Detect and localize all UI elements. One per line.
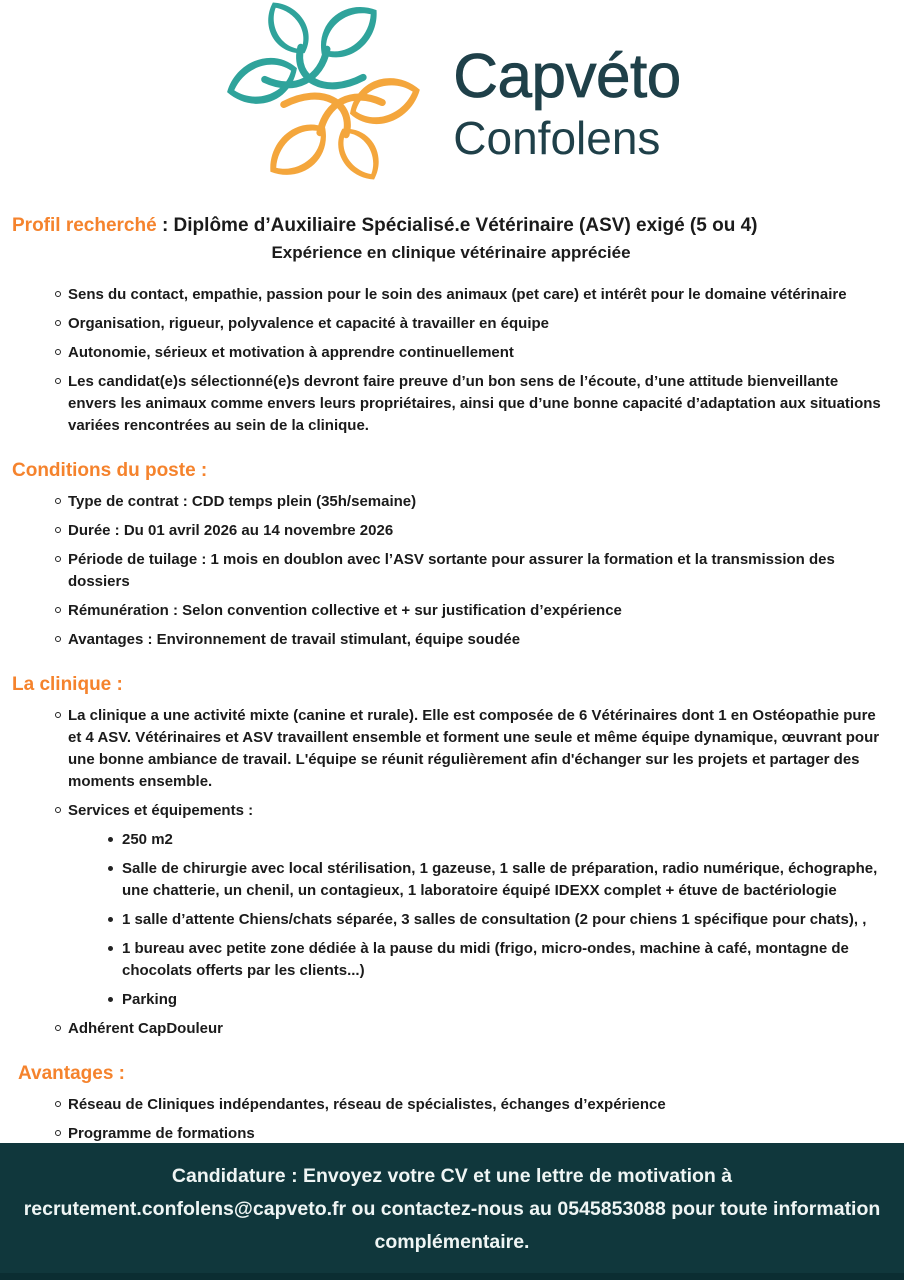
- wordmark: [453, 41, 681, 165]
- list-item: Sens du contact, empathie, passion pour le soin des animaux (pet care) et intérêt pour le domaine vétérinaire: [12, 284, 890, 306]
- list-item: Programme de formations: [12, 1123, 890, 1145]
- list-item: Les candidat(e)s sélectionné(e)s devront faire preuve d’un bon sens de l’écoute, d’une attitude bienveillante envers les animaux comme envers leurs propriétaires, ainsi que d’une bonne capacité d’adaptation aux situations variées rencontrées au sein de la clinique.: [12, 371, 890, 437]
- list-item: 250 m2: [68, 829, 886, 851]
- capveto-flower-logo-icon: [223, 1, 437, 197]
- clinic-intro: La clinique a une activité mixte (canine et rurale). Elle est composée de 6 Vétérinaires dont 1 en Ostéopathie pure et 4 ASV. Vétérinaires et ASV travaillent ensemble et forment une seule et même équipe dynamique, œuvrant pour une bonne ambiance de travail. L'équipe se réunit régulièrement afin d'échanger sur les projets et partager des moments ensemble.: [68, 707, 880, 790]
- conditions-heading: Conditions du poste :: [12, 460, 208, 481]
- list-item: Autonomie, sérieux et motivation à apprendre continuellement: [12, 342, 890, 364]
- footer-application-text: Candidature : Envoyez votre CV et une lettre de motivation à recrutement.confolens@capveto.fr ou contactez-nous au 0545853088 pour toute information complémentaire.: [23, 1165, 881, 1253]
- brand-name: Capvéto: [453, 41, 681, 111]
- clinic-heading: La clinique :: [12, 674, 123, 695]
- header: [0, 0, 904, 196]
- brand-city: Confolens: [453, 111, 661, 164]
- list-item: Rémunération : Selon convention collective et + sur justification d’expérience: [12, 600, 890, 622]
- list-item: Parking: [68, 989, 886, 1011]
- profile-title-line: [12, 212, 890, 239]
- list-item: 1 bureau avec petite zone dédiée à la pause du midi (frigo, micro-ondes, machine à café, montagne de chocolats offerts par les clients...): [68, 938, 886, 982]
- clinic-services-list: [68, 829, 886, 1011]
- list-item: Salle de chirurgie avec local stérilisation, 1 gazeuse, 1 salle de préparation, radio numérique, échographe, une chatterie, un chenil, un contagieux, 1 laboratoire équipé IDEXX complet + étuve de bactériologie: [68, 858, 886, 902]
- list-item: Type de contrat : CDD temps plein (35h/semaine): [12, 491, 890, 513]
- footer-banner: [0, 1143, 904, 1280]
- clinic-bullet-list: [12, 705, 890, 1040]
- list-item: [12, 1018, 890, 1040]
- list-item: Avantages : Environnement de travail stimulant, équipe soudée: [12, 629, 890, 651]
- list-item: Durée : Du 01 avril 2026 au 14 novembre 2026: [12, 520, 890, 542]
- clinic-member: Adhérent CapDouleur: [68, 1020, 224, 1037]
- conditions-bullet-list: [12, 491, 890, 651]
- content: [0, 212, 904, 1174]
- list-item: Réseau de Cliniques indépendantes, réseau de spécialistes, échanges d’expérience: [12, 1094, 890, 1116]
- clinic-services-label: Services et équipements :: [68, 802, 254, 819]
- list-item: 1 salle d’attente Chiens/chats séparée, 3 salles de consultation (2 pour chiens 1 spécifique pour chats), ,: [68, 909, 886, 931]
- profile-title-rest: : Diplôme d’Auxiliaire Spécialisé.e Vétérinaire (ASV) exigé (5 ou 4): [156, 215, 758, 236]
- list-item: [12, 800, 890, 1011]
- profile-subtitle: Expérience en clinique vétérinaire appréciée: [271, 243, 631, 262]
- list-item: Organisation, rigueur, polyvalence et capacité à travailler en équipe: [12, 313, 890, 335]
- list-item: Période de tuilage : 1 mois en doublon avec l’ASV sortante pour assurer la formation et la transmission des dossiers: [12, 549, 890, 593]
- list-item: [12, 705, 890, 793]
- advantages-heading: Avantages :: [18, 1063, 125, 1084]
- profile-heading: Profil recherché: [12, 215, 157, 236]
- profile-bullet-list: [12, 284, 890, 437]
